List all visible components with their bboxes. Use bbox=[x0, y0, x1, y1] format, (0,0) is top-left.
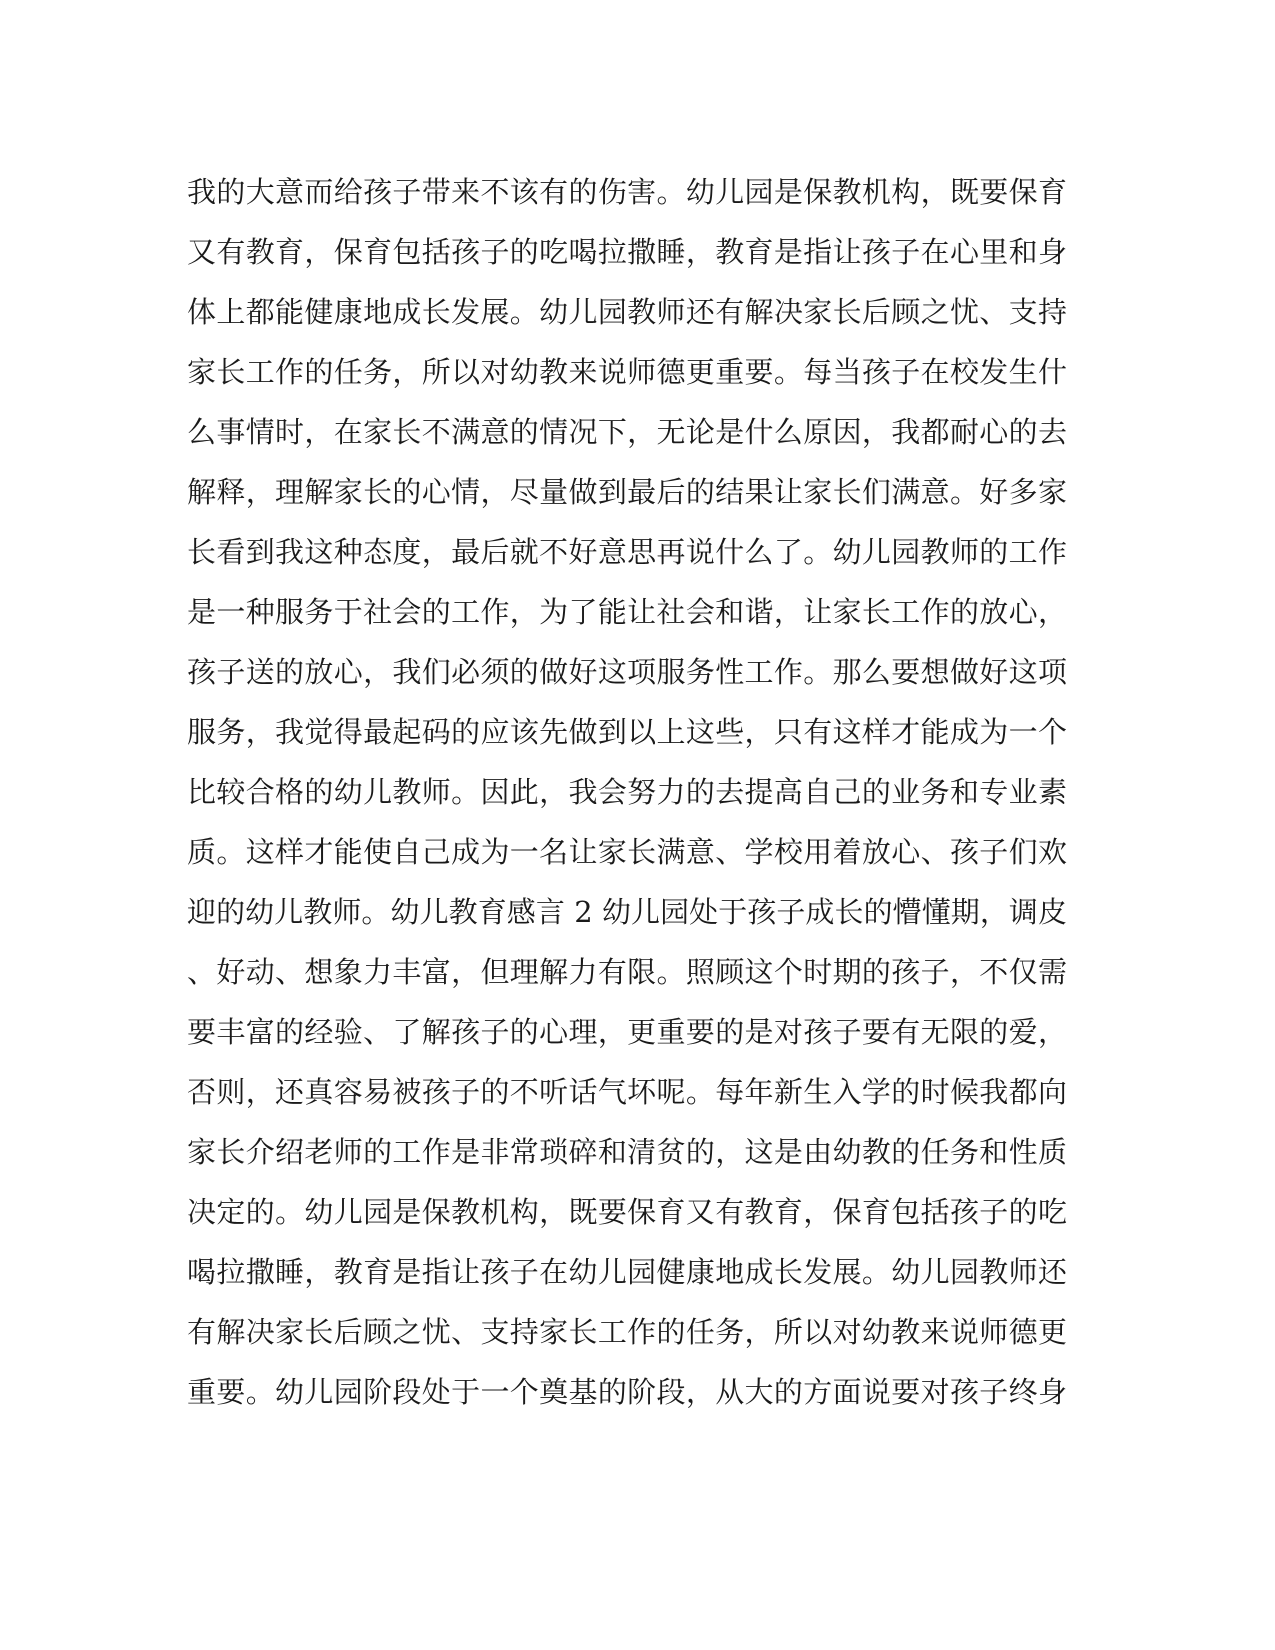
text-line: 比较合格的幼儿教师。因此，我会努力的去提高自己的业务和专业素 bbox=[187, 775, 1067, 809]
text-line: 长看到我这种态度，最后就不好意思再说什么了。幼儿园教师的工作 bbox=[187, 535, 1067, 569]
text-line: 决定的。幼儿园是保教机构，既要保育又有教育，保育包括孩子的吃 bbox=[187, 1195, 1067, 1229]
text-line: 喝拉撒睡，教育是指让孩子在幼儿园健康地成长发展。幼儿园教师还 bbox=[187, 1255, 1067, 1289]
text-line: 服务，我觉得最起码的应该先做到以上这些，只有这样才能成为一个 bbox=[187, 715, 1067, 749]
text-line: 重要。幼儿园阶段处于一个奠基的阶段，从大的方面说要对孩子终身 bbox=[187, 1375, 1067, 1409]
text-line: 解释，理解家长的心情，尽量做到最后的结果让家长们满意。好多家 bbox=[187, 475, 1067, 509]
text-line: 又有教育，保育包括孩子的吃喝拉撒睡，教育是指让孩子在心里和身 bbox=[187, 235, 1067, 269]
text-line: 要丰富的经验、了解孩子的心理，更重要的是对孩子要有无限的爱， bbox=[187, 1015, 1067, 1049]
text-line: 有解决家长后顾之忧、支持家长工作的任务，所以对幼教来说师德更 bbox=[187, 1315, 1067, 1349]
text-line: 家长介绍老师的工作是非常琐碎和清贫的，这是由幼教的任务和性质 bbox=[187, 1135, 1067, 1169]
text-line: 否则，还真容易被孩子的不听话气坏呢。每年新生入学的时候我都向 bbox=[187, 1075, 1067, 1109]
text-line: 是一种服务于社会的工作，为了能让社会和谐，让家长工作的放心， bbox=[187, 595, 1067, 629]
body-text bbox=[187, 162, 1067, 1422]
text-line: 孩子送的放心，我们必须的做好这项服务性工作。那么要想做好这项 bbox=[187, 655, 1067, 689]
text-line: 质。这样才能使自己成为一名让家长满意、学校用着放心、孩子们欢 bbox=[187, 835, 1067, 869]
text-line: 体上都能健康地成长发展。幼儿园教师还有解决家长后顾之忧、支持 bbox=[187, 295, 1067, 329]
text-line: 迎的幼儿教师。幼儿教育感言 2 幼儿园处于孩子成长的懵懂期，调皮 bbox=[187, 895, 1067, 929]
text-line: 家长工作的任务，所以对幼教来说师德更重要。每当孩子在校发生什 bbox=[187, 355, 1067, 389]
text-line: 我的大意而给孩子带来不该有的伤害。幼儿园是保教机构，既要保育 bbox=[187, 175, 1067, 209]
text-line: 么事情时，在家长不满意的情况下，无论是什么原因，我都耐心的去 bbox=[187, 415, 1067, 449]
text-line: 、好动、想象力丰富，但理解力有限。照顾这个时期的孩子，不仅需 bbox=[187, 955, 1067, 989]
